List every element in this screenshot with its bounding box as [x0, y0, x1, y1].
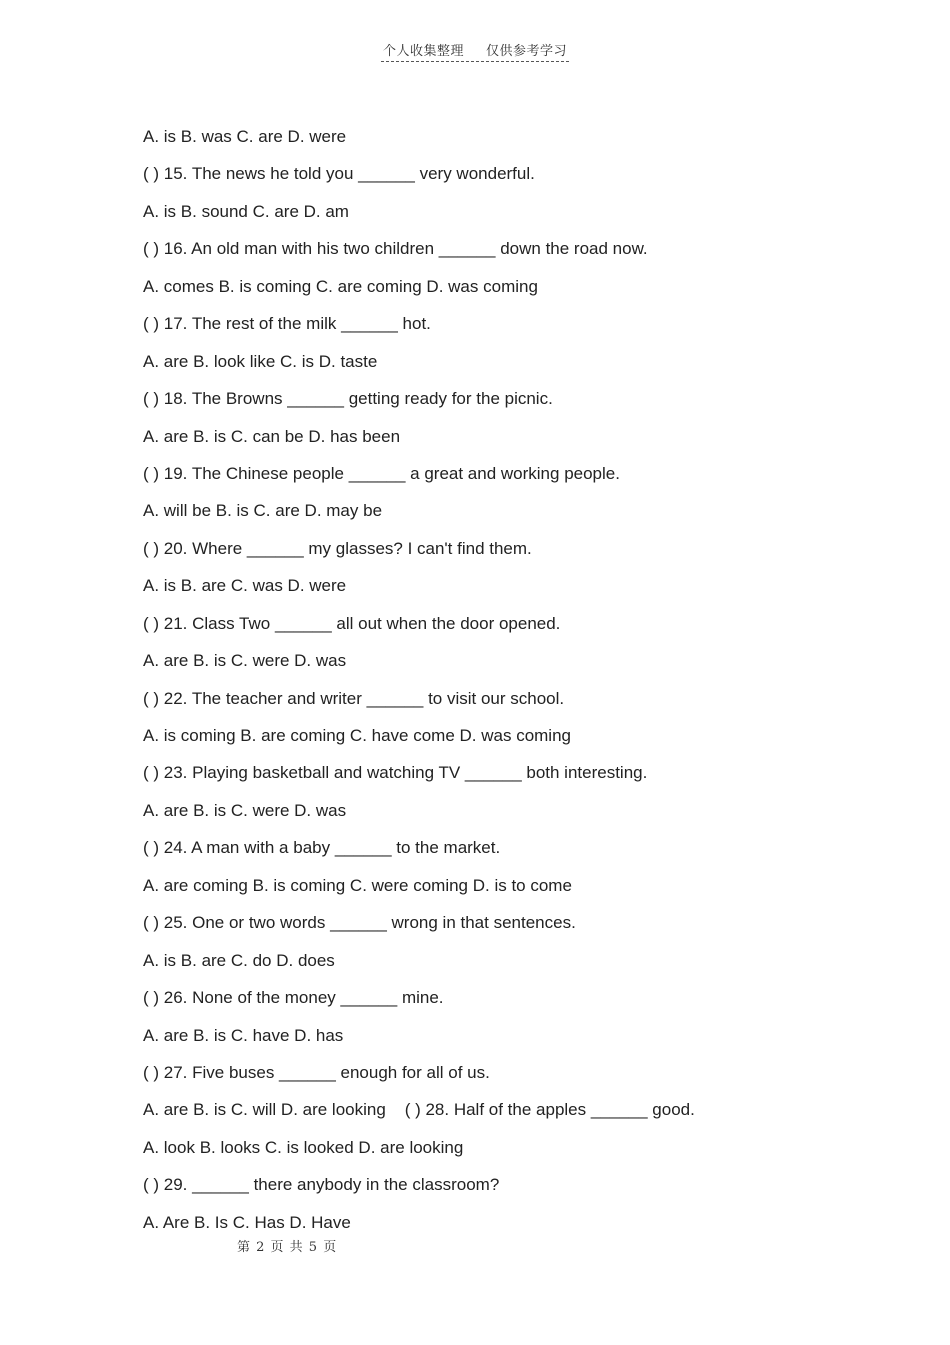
question-list — [143, 125, 863, 1248]
options-line: A. look B. looks C. is looked D. are looking — [143, 1137, 464, 1157]
options-line: A. are B. is C. were D. was — [143, 651, 347, 671]
options-line: A. are B. is C. have D. has — [143, 1025, 344, 1045]
header-left: 个人收集整理 — [382, 44, 464, 59]
question-line: ( ) 25. One or two words ______ wrong in that sentences. — [143, 913, 576, 933]
question-line: ( ) 27. Five buses ______ enough for all of us. — [143, 1062, 490, 1082]
question-line: ( ) 20. Where ______ my glasses? I can't find them. — [143, 538, 532, 558]
question-line: ( ) 16. An old man with his two children ______ down the road now. — [143, 239, 648, 259]
options-line: A. is coming B. are coming C. have come D. was coming — [143, 726, 571, 745]
question-line: ( ) 26. None of the money ______ mine. — [143, 988, 444, 1008]
page-header — [0, 40, 950, 62]
options-line: A. are B. is C. can be D. has been — [143, 426, 401, 446]
options-line: A. comes B. is coming C. are coming D. was coming — [143, 276, 538, 296]
options-line: A. are coming B. is coming C. were coming D. is to come — [143, 875, 572, 895]
question-line: ( ) 23. Playing basketball and watching TV ______ both interesting. — [143, 763, 648, 783]
options-line: A. will be B. is C. are D. may be — [143, 501, 383, 521]
question-line: ( ) 22. The teacher and writer ______ to visit our school. — [143, 688, 565, 708]
options-line: A. is B. are C. was D. were — [143, 576, 347, 596]
options-line: A. are B. look like C. is D. taste — [143, 351, 378, 371]
question-line: ( ) 21. Class Two ______ all out when the door opened. — [143, 613, 561, 633]
options-line: A. are B. is C. were D. was — [143, 800, 347, 820]
question-line: ( ) 19. The Chinese people ______ a great and working people. — [143, 463, 620, 483]
question-line: ( ) 17. The rest of the milk ______ hot. — [143, 314, 431, 334]
page-footer: 第 2 页 共 5 页 — [237, 1240, 338, 1255]
text-line: A. is B. was C. are D. were — [143, 127, 347, 146]
options-line: A. is B. are C. do D. does — [143, 950, 335, 970]
header-right: 仅供参考学习 — [486, 44, 568, 59]
question-line: ( ) 15. The news he told you ______ very wonderful. — [143, 164, 535, 184]
header-text — [381, 40, 569, 62]
question-line: ( ) 29. ______ there anybody in the classroom? — [143, 1175, 500, 1195]
question-line: ( ) 18. The Browns ______ getting ready for the picnic. — [143, 389, 553, 409]
question-line: ( ) 24. A man with a baby ______ to the market. — [143, 838, 501, 858]
options-line: A. are B. is C. will D. are looking ( ) 28. Half of the apples ______ good. — [143, 1100, 695, 1120]
options-line: A. is B. sound C. are D. am — [143, 201, 349, 221]
options-line: A. Are B. Is C. Has D. Have — [143, 1212, 351, 1232]
